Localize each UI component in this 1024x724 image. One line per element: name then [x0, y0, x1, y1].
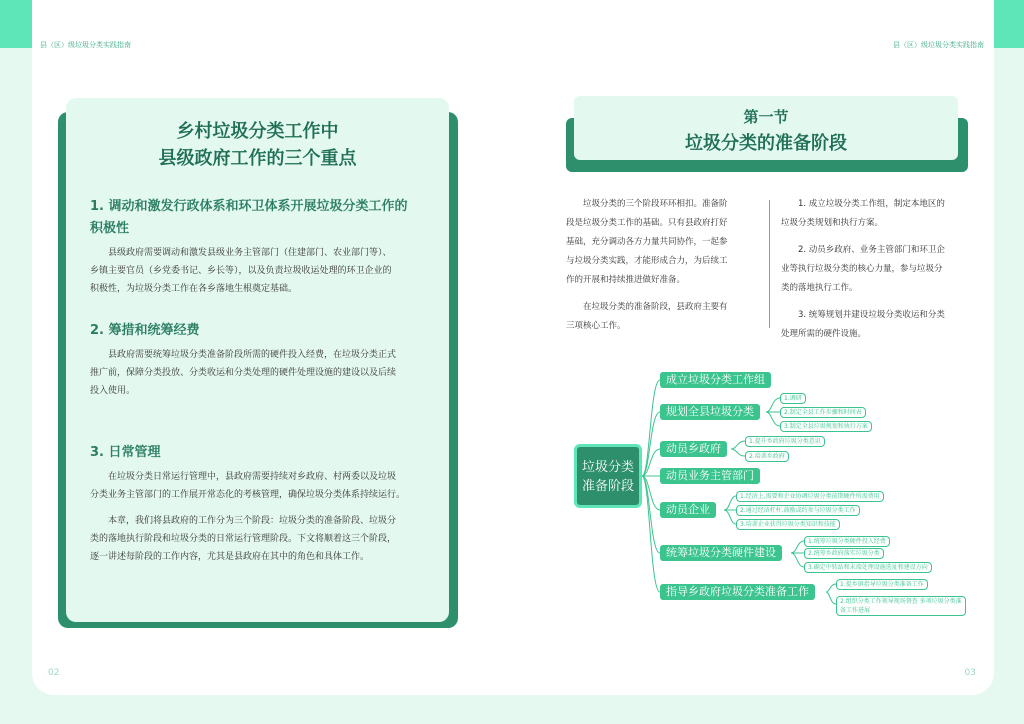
mindmap-root: [574, 444, 642, 508]
mindmap-leaf: 1.统筹垃圾分类硬件投入经费: [804, 536, 890, 547]
section-3-line: 逐一讲述每阶段的工作内容，尤其是县政府在其中的角色和具体工作。: [90, 552, 370, 562]
task-line: 业等执行垃圾分类的核心力量，参与垃圾分: [781, 264, 943, 274]
intro-line: 垃圾分类的三个阶段环环相扣。准备阶: [583, 199, 728, 209]
task-line: 处理所需的硬件设施。: [781, 329, 867, 339]
page-number-right: 03: [964, 668, 976, 678]
section-1-title-line1: 1. 调动和激发行政体系和环卫体系开展垃圾分类工作的: [90, 199, 408, 214]
banner-subtitle: 第一节: [743, 108, 789, 126]
mindmap-leaf: 1.经济上,需要和企业协调垃圾分类前期硬件所需费用: [736, 491, 884, 502]
section-1-line: 积极性，为垃圾分类工作在各乡落地生根奠定基础。: [90, 284, 298, 294]
mindmap-branch: 规划全县垃圾分类: [660, 404, 760, 420]
section-1-title-line2: 积极性: [90, 221, 130, 236]
mindmap-leaf: 1.调研: [780, 393, 806, 404]
intro-line: 在垃圾分类的准备阶段，县政府主要有: [583, 302, 728, 312]
section-3-line: 类的落地执行阶段和垃圾分类的日常运行管理阶段。下文将顺着这三个阶段，: [90, 534, 397, 544]
intro-line: 与垃圾分类实践，才能形成合力，为后续工: [566, 256, 728, 266]
task-line: 类的落地执行工作。: [781, 283, 858, 293]
banner-title: 垃圾分类的准备阶段: [685, 133, 847, 154]
task-line: 1. 成立垃圾分类工作组，制定本地区的: [798, 199, 945, 209]
mindmap-leaf: 2.组织分类工作领导现场督查 多项垃圾分类准备工作进展: [836, 596, 966, 616]
page-number-left: 02: [48, 668, 60, 678]
intro-line: 段是垃圾分类工作的基础。只有县政府打好: [566, 218, 728, 228]
task-line: 2. 动员乡政府、业务主管部门和环卫企: [798, 245, 945, 255]
mindmap-leaf: 3.培训企业获得垃圾分类知识和技能: [736, 519, 840, 530]
section-3-line: 分类业务主管部门的工作展开常态化的考核管理，确保垃圾分类体系持续运行。: [90, 490, 406, 500]
section-2-title: 2. 筹措和统筹经费: [90, 323, 200, 338]
intro-line: 作的开展和持续推进做好准备。: [566, 275, 686, 285]
task-line: 3. 统筹规划并建设垃圾分类收运和分类: [798, 310, 945, 320]
mindmap-branch: 成立垃圾分类工作组: [660, 372, 771, 388]
mindmap-leaf: 3.确定中转站和末端处理设施选址和建设方向: [804, 562, 932, 573]
section-3-line: 在垃圾分类日常运行管理中，县政府需要持续对乡政府、村两委以及垃圾: [108, 472, 397, 482]
intro-line: 三项核心工作。: [566, 321, 626, 331]
running-header-right: 县（区）级垃圾分类实践指南: [893, 41, 984, 49]
mindmap-leaf: 1.提升乡政府垃圾分类意识: [745, 436, 825, 447]
section-3-title: 3. 日常管理: [90, 445, 161, 460]
card-title-line2: 县级政府工作的三个重点: [158, 148, 357, 169]
section-3-line: 本章，我们将县政府的工作分为三个阶段：垃圾分类的准备阶段、垃圾分: [108, 516, 397, 526]
section-1-line: 乡镇主要官员（乡党委书记、乡长等），以及负责垃圾收运处理的环卫企业的: [90, 266, 392, 276]
mindmap-root-line1: 垃圾分类: [581, 460, 634, 475]
task-line: 垃圾分类规划和执行方案。: [781, 218, 884, 228]
mindmap-branch: 动员业务主管部门: [660, 468, 760, 484]
mindmap-leaf: 2.通过经济杠杆,鼓励或约参与垃圾分类工作: [736, 505, 860, 516]
mindmap-leaf: 2.统筹乡政府落实垃圾分类: [804, 548, 884, 559]
mindmap-branch: 统筹垃圾分类硬件建设: [660, 545, 782, 561]
section-1-line: 县级政府需要调动和激发县级业务主管部门（住建部门、农业部门等）、: [108, 248, 392, 258]
intro-line: 基础，充分调动各方力量共同协作，一起参: [566, 237, 728, 247]
mindmap-branch: 指导乡政府垃圾分类准备工作: [660, 584, 815, 600]
mindmap-branch: 动员企业: [660, 502, 716, 518]
mindmap-leaf: 2.制定全县工作步骤和时间表: [780, 407, 866, 418]
section-2-line: 投入使用。: [90, 386, 136, 396]
mindmap-branch: 动员乡政府: [660, 441, 727, 457]
section-2-line: 县政府需要统筹垃圾分类准备阶段所需的硬件投入经费，在垃圾分类正式: [108, 350, 397, 360]
section-2-line: 推广前，保障分类投放、分类收运和分类处理的硬件处理设施的建设以及后续: [90, 368, 397, 378]
running-header-left: 县（区）级垃圾分类实践指南: [40, 41, 131, 49]
mindmap-leaf: 2.培训乡政府: [745, 451, 789, 462]
mindmap-leaf: 1.提乡镇指导垃圾分类准备工作: [836, 579, 928, 590]
card-title-line1: 乡村垃圾分类工作中: [176, 121, 339, 142]
mindmap-root-line2: 准备阶段: [581, 479, 634, 494]
mindmap-leaf: 3.制定全县垃圾规划和执行方案: [780, 421, 872, 432]
